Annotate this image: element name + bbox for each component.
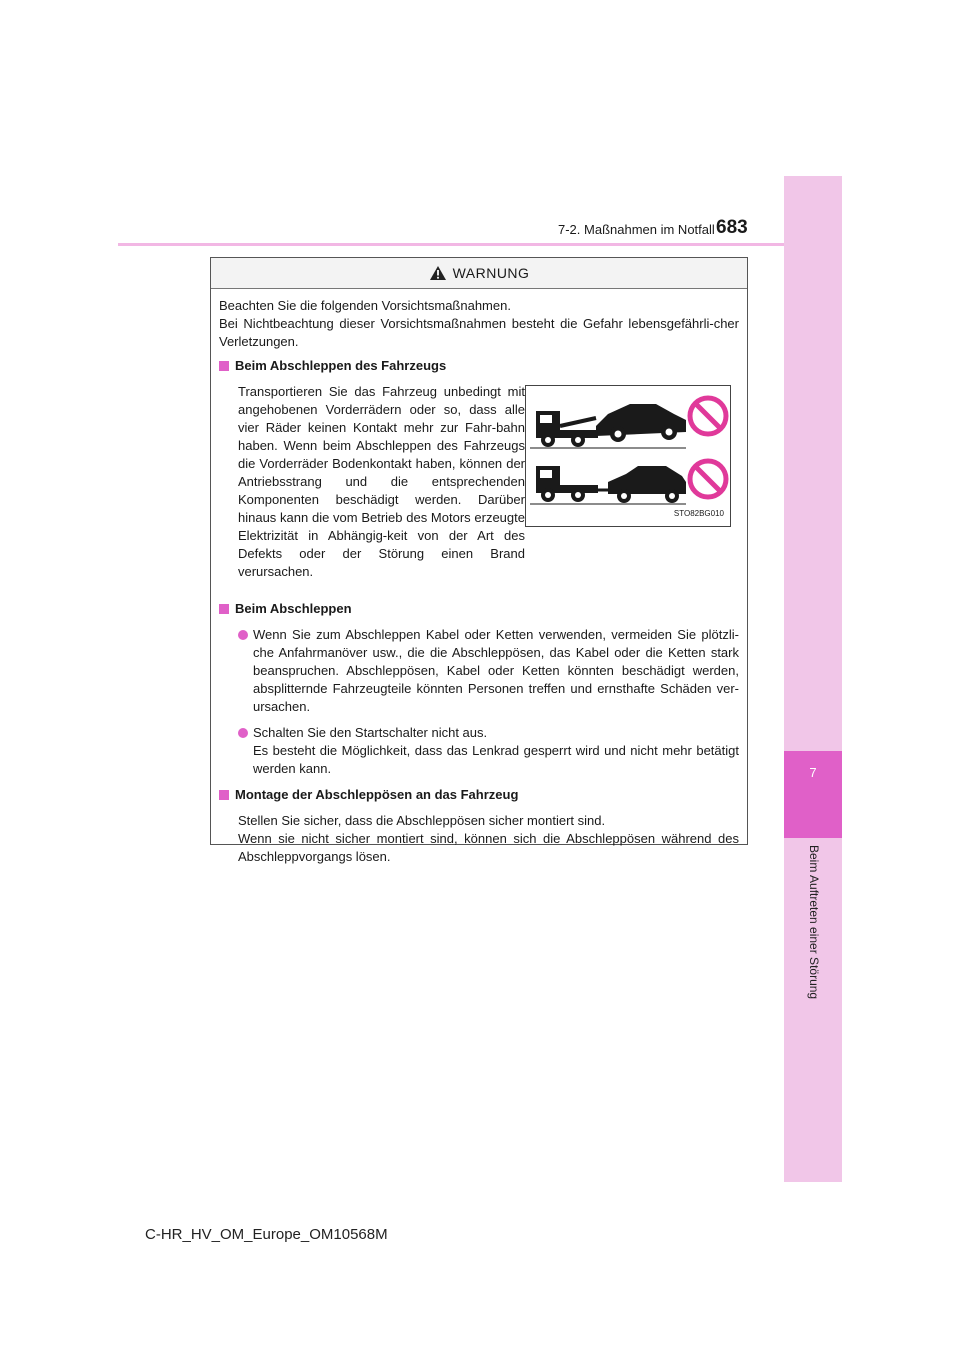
tow-eyelet-consequence: Wenn sie nicht sicher montiert sind, können sich die Abschleppösen während des Abschleppvorgangs lösen.: [238, 831, 739, 864]
square-bullet-icon: [219, 604, 229, 614]
tow-truck-icon: [536, 411, 598, 447]
chapter-title: Beim Auftreten einer Störung: [807, 845, 821, 1000]
warning-intro-consequence: Bei Nichtbeachtung dieser Vorsichtsmaßnahmen besteht die Gefahr lebensgefährli-cher Verletzungen.: [219, 316, 739, 349]
square-bullet-icon: [219, 790, 229, 800]
section-heading-text: Montage der Abschleppösen an das Fahrzeug: [235, 787, 519, 802]
document-id: C-HR_HV_OM_Europe_OM10568M: [145, 1226, 388, 1243]
chapter-side-tab: [784, 176, 842, 1182]
section-heading-tow-eyelet: [219, 786, 739, 804]
round-bullet-icon: [238, 630, 248, 640]
header-divider: [118, 243, 784, 246]
section-heading-text: Beim Abschleppen des Fahrzeugs: [235, 358, 447, 373]
section-heading-towing: [219, 600, 739, 618]
square-bullet-icon: [219, 361, 229, 371]
towing-vehicle-content: [219, 383, 739, 594]
warning-title: WARNUNG: [452, 265, 530, 281]
warning-header: [211, 258, 747, 289]
list-item: [238, 626, 739, 716]
warning-intro: Beachten Sie die folgenden Vorsichtsmaßnahmen.: [219, 298, 511, 313]
towing-vehicle-text: Transportieren Sie das Fahrzeug unbedingt mit angehobenen Vorderrädern oder so, dass alle vier Räder keinen Kontakt mehr zur Fahr-bahn haben. Wenn beim Abschleppen des Fahrzeugs die Vorderräder Bodenkontakt haben, können der Antriebsstrang und die entsprechenden Komponenten beschädigt werden. Darüber hinaus kann die vom Betrieb des Motors erzeugte Elektrizität in Abhängig-keit von der Art des Defekts oder der Störung einen Brand verursachen.: [238, 384, 525, 579]
towed-car-icon: [596, 404, 686, 442]
round-bullet-icon: [238, 728, 248, 738]
chapter-number: 7: [809, 765, 817, 780]
section-title: 7-2. Maßnahmen im Notfall: [558, 222, 715, 237]
section-heading-text: Beim Abschleppen: [235, 601, 352, 616]
towing-illustration: [525, 385, 731, 527]
towed-car-icon: [608, 466, 686, 503]
warning-body: [211, 289, 747, 866]
list-item-line: Schalten Sie den Startschalter nicht aus.: [253, 725, 488, 740]
page-number: 683: [716, 217, 748, 238]
prohibited-icon: [690, 398, 726, 434]
list-item-text: [253, 724, 739, 778]
warning-triangle-icon: [429, 265, 447, 281]
figure-code: STO82BG010: [673, 509, 724, 518]
prohibited-icon: [690, 461, 726, 497]
tow-eyelet-text: Stellen Sie sicher, dass die Abschleppösen sicher montiert sind.: [238, 813, 606, 828]
list-item-line: Es besteht die Möglichkeit, dass das Lenkrad gesperrt wird und nicht mehr betätigt werden kann.: [253, 743, 739, 776]
section-heading-towing-vehicle: [219, 357, 739, 375]
list-item-text: Wenn Sie zum Abschleppen Kabel oder Ketten verwenden, vermeiden Sie plötzli-che Anfahrmanöver usw., die die Abschleppösen, das Kabel oder die Ketten stark beanspruchen. Abschleppösen, Kabel oder Ketten könnten beschädigt werden, absplitternde Fahrzeugteile könnten Personen treffen und ernsthafte Schäden ver-ursachen.: [253, 627, 739, 714]
warning-box: [210, 257, 748, 864]
list-item: [238, 724, 739, 778]
tow-truck-icon: [536, 466, 610, 502]
